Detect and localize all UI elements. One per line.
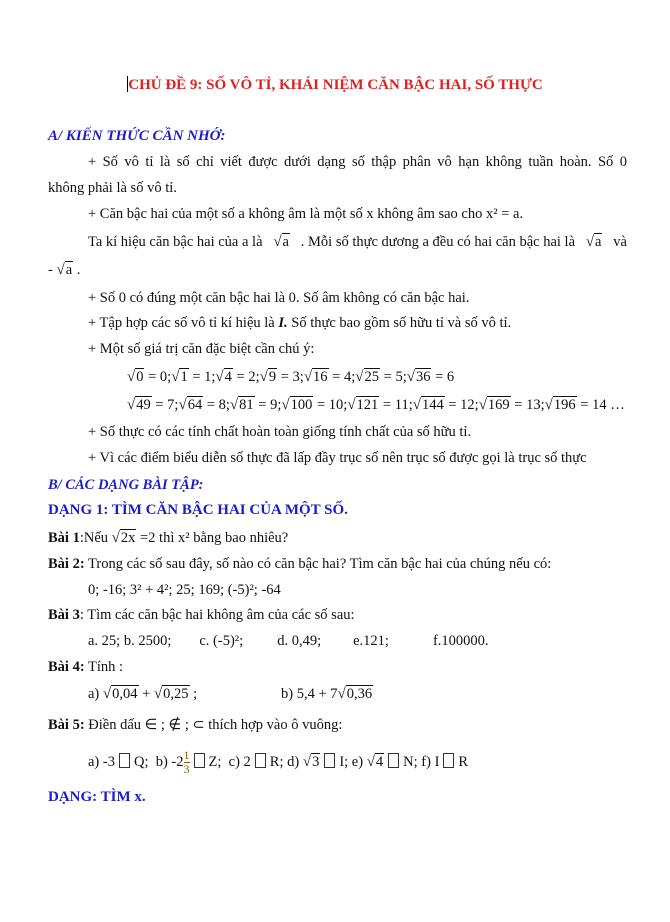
sqrt-a: √a <box>585 234 602 250</box>
bai5-items: a) -3 Q; b) -2 $\frac{1}{3}$ Z; c) 2 R; d) √3 I; e) √4 N; f) I R <box>88 748 469 776</box>
dang-tim-x-heading: DẠNG: TÌM x. <box>48 789 146 805</box>
sqrt-value: √49 = 7; <box>127 397 179 413</box>
para-irrational-set: + Tập hợp các số vô tỉ kí hiệu là I. Số thực bao gồm số hữu tỉ và số vô tỉ. <box>88 315 512 331</box>
fraction: $\frac{1}{3}$ <box>183 748 190 776</box>
para-zero: + Số 0 có đúng một căn bậc hai là 0. Số âm không có căn bậc hai. <box>88 290 470 306</box>
bai5: Bài 5: Điền dấu ∈ ; ∉ ; ⊂ thích hợp vào ô vuông: <box>48 717 343 733</box>
sqrt-value: √36 = 6 <box>406 369 455 385</box>
para-real-properties: + Số thực có các tính chất hoàn toàn giống tính chất của số hữu tỉ. <box>88 424 472 440</box>
bai1: Bài 1:Nếu √2x =2 thì x² bằng bao nhiêu? <box>48 530 289 546</box>
answer-box[interactable] <box>388 753 399 768</box>
bai4: Bài 4: Tính : <box>48 659 124 675</box>
sqrt-value: √100 = 10; <box>281 397 348 413</box>
sqrt-value: √169 = 13; <box>478 397 545 413</box>
answer-box[interactable] <box>119 753 130 768</box>
bai4-a: a) √0,04 + √0,25 ; <box>88 686 198 702</box>
bai2-list: 0; -16; 3² + 4²; 25; 169; (-5)²; -64 <box>88 582 281 598</box>
answer-box[interactable] <box>324 753 335 768</box>
sqrt-value: √1 = 1; <box>171 369 216 385</box>
sqrt-value: √25 = 5; <box>355 369 407 385</box>
answer-box[interactable] <box>443 753 454 768</box>
dang1-heading: DẠNG 1: TÌM CĂN BẬC HAI CỦA MỘT SỐ. <box>48 502 348 518</box>
document-title <box>0 76 670 94</box>
para-sqrt-notation <box>88 233 627 251</box>
text: Ta kí hiệu căn bậc hai của a là <box>88 234 263 250</box>
sqrt-value: √9 = 3; <box>259 369 304 385</box>
bai3-items: a. 25; b. 2500; c. (-5)²; d. 0,49; e.121; f.100000. <box>88 633 489 649</box>
sqrt-value: √81 = 9; <box>229 397 282 413</box>
sqrt-value: √144 = 12; <box>412 397 479 413</box>
bai4-b: b) 5,4 + 7√0,36 <box>281 686 373 702</box>
para-sqrt-definition: + Căn bậc hai của một số a không âm là một số x không âm sao cho x² = a. <box>88 206 524 222</box>
section-a-heading: A/ KIẾN THỨC CẦN NHỚ: <box>48 128 226 144</box>
answer-box[interactable] <box>194 753 205 768</box>
sqrt-value: √4 = 2; <box>215 369 260 385</box>
sqrt-value: √121 = 11; <box>347 397 413 413</box>
neg-sqrt-a: - √a . <box>48 262 81 278</box>
answer-box[interactable] <box>255 753 266 768</box>
sqrt-value: √16 = 4; <box>303 369 356 385</box>
para-special-values: + Một số giá trị căn đặc biệt cần chú ý: <box>88 341 315 357</box>
section-b-heading: B/ CÁC DẠNG BÀI TẬP: <box>48 477 204 493</box>
text: và <box>613 234 627 250</box>
title-text: CHỦ ĐỀ 9: SỐ VÔ TỈ, KHÁI NIỆM CĂN BẬC HAI, SỐ THỰC <box>128 77 543 93</box>
sqrt-value: √64 = 8; <box>178 397 230 413</box>
para-irrational-1: + Số vô tỉ là số chỉ viết được dưới dạng số thập phân vô hạn không tuần hoàn. Số 0 <box>88 154 627 170</box>
sqrt-values-row-2 <box>127 396 625 414</box>
para-irrational-2: không phải là số vô tỉ. <box>48 180 177 196</box>
sqrt-value: √0 = 0; <box>127 369 172 385</box>
bai3: Bài 3: Tìm các căn bậc hai không âm của các số sau: <box>48 607 355 623</box>
sqrt-value: √196 = 14 … <box>544 397 625 413</box>
para-real-axis: + Vì các điểm biểu diễn số thực đã lấp đầy trục số nên trục số được gọi là trục số thực <box>88 450 587 466</box>
bai2: Bài 2: Trong các số sau đây, số nào có căn bậc hai? Tìm căn bậc hai của chúng nếu có: <box>48 556 552 572</box>
text: . Mỗi số thực dương a đều có hai căn bậc hai là <box>300 234 576 250</box>
sqrt-a: √a <box>273 234 289 250</box>
sqrt-values-row-1 <box>127 368 454 386</box>
